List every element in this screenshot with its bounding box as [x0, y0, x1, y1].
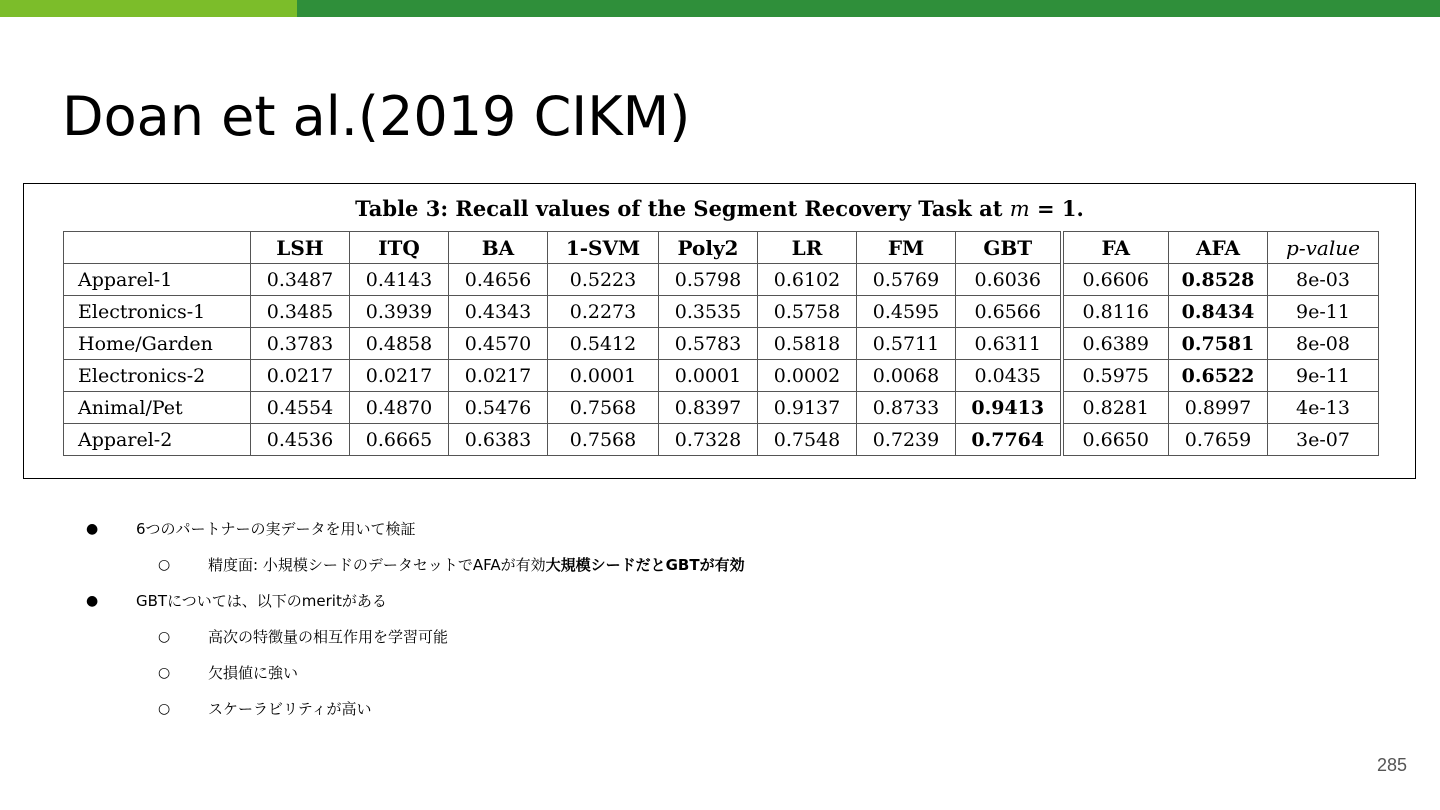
table-cell: 0.3535 [659, 296, 758, 328]
table-cell: 0.4858 [350, 328, 449, 360]
table-row [64, 392, 1379, 424]
table-cell: 0.5758 [758, 296, 857, 328]
table-cell: 0.0068 [857, 360, 956, 392]
table-cell: 0.9137 [758, 392, 857, 424]
bullet-text: スケーラビリティが高い [208, 700, 372, 718]
table-cell: 0.6665 [350, 424, 449, 456]
table-cell: 8e-03 [1268, 264, 1379, 296]
table-caption [24, 196, 1415, 221]
table-cell: 0.5711 [857, 328, 956, 360]
header-cell-poly2: Poly2 [659, 232, 758, 264]
table-cell: 0.6311 [956, 328, 1062, 360]
row-label: Electronics-1 [64, 296, 251, 328]
table-cell: 0.6383 [449, 424, 548, 456]
table-cell: 0.0217 [251, 360, 350, 392]
bullet-text-wrap [208, 620, 448, 654]
table-cell: 0.4570 [449, 328, 548, 360]
table-header-row [64, 232, 1379, 264]
table-cell: 3e-07 [1268, 424, 1379, 456]
table-cell: 9e-11 [1268, 360, 1379, 392]
table-cell: 0.5223 [548, 264, 659, 296]
bullet-text: GBTについては、以下のmeritがある [136, 592, 387, 610]
page-number: 285 [1376, 755, 1407, 775]
slide-title: Doan et al.(2019 CIKM) [62, 85, 691, 148]
table-cell: 0.7568 [548, 424, 659, 456]
table-cell: 0.7581 [1169, 328, 1268, 360]
table-cell: 0.6566 [956, 296, 1062, 328]
caption-prefix: Table 3: Recall values of the Segment Recovery Task at [355, 196, 1003, 221]
header-cell-lsh: LSH [251, 232, 350, 264]
header-cell-1svm: 1-SVM [548, 232, 659, 264]
hollow-bullet-icon: ○ [158, 557, 171, 573]
table-cell: 0.5412 [548, 328, 659, 360]
header-cell-itq: ITQ [350, 232, 449, 264]
table-row [64, 328, 1379, 360]
table-cell: 0.6650 [1062, 424, 1169, 456]
table-row [64, 264, 1379, 296]
filled-bullet-icon: ● [86, 521, 99, 537]
caption-variable: m [1009, 197, 1030, 221]
table-cell: 0.6389 [1062, 328, 1169, 360]
table-cell: 0.0001 [659, 360, 758, 392]
table-cell: 0.4870 [350, 392, 449, 424]
bullet-bold-text: 大規模シードだとGBTが有効 [545, 556, 745, 574]
table-row [64, 360, 1379, 392]
header-cell-ba: BA [449, 232, 548, 264]
table-cell: 0.5798 [659, 264, 758, 296]
table-cell: 0.4143 [350, 264, 449, 296]
table-cell: 0.8434 [1169, 296, 1268, 328]
table-cell: 0.5975 [1062, 360, 1169, 392]
top-accent-bar [0, 0, 1440, 17]
table-cell: 0.7548 [758, 424, 857, 456]
table-cell: 0.0002 [758, 360, 857, 392]
table-cell: 9e-11 [1268, 296, 1379, 328]
table-cell: 0.4536 [251, 424, 350, 456]
hollow-bullet-icon: ○ [158, 665, 171, 681]
table-cell: 0.0217 [449, 360, 548, 392]
table-cell: 0.4554 [251, 392, 350, 424]
table-cell: 0.5769 [857, 264, 956, 296]
table-figure [23, 183, 1416, 479]
table-cell: 0.2273 [548, 296, 659, 328]
table-cell: 0.7328 [659, 424, 758, 456]
bullet-text-wrap [136, 584, 387, 618]
accent-bar-light [0, 0, 297, 17]
table-cell: 8e-08 [1268, 328, 1379, 360]
recall-table [63, 231, 1379, 456]
table-cell: 0.6102 [758, 264, 857, 296]
table-cell: 0.3485 [251, 296, 350, 328]
row-label: Apparel-1 [64, 264, 251, 296]
bullet-text: 欠損値に強い [208, 664, 299, 682]
accent-bar-dark [297, 0, 1440, 17]
table-cell: 0.6036 [956, 264, 1062, 296]
table-cell: 0.8397 [659, 392, 758, 424]
header-cell-lr: LR [758, 232, 857, 264]
bullet-text: 6つのパートナーの実データを用いて検証 [136, 520, 416, 538]
table-cell: 0.7568 [548, 392, 659, 424]
table-row [64, 424, 1379, 456]
caption-suffix: = 1. [1036, 196, 1084, 221]
bullet-text-wrap [136, 512, 416, 546]
hollow-bullet-icon: ○ [158, 629, 171, 645]
filled-bullet-icon: ● [86, 593, 99, 609]
table-cell: 0.8281 [1062, 392, 1169, 424]
table-cell: 0.3783 [251, 328, 350, 360]
table-cell: 0.3487 [251, 264, 350, 296]
table-cell: 0.0435 [956, 360, 1062, 392]
table-cell: 0.4656 [449, 264, 548, 296]
table-cell: 0.6606 [1062, 264, 1169, 296]
table-row [64, 296, 1379, 328]
table-body [64, 264, 1379, 456]
header-cell-fm: FM [857, 232, 956, 264]
table-cell: 0.8733 [857, 392, 956, 424]
table-cell: 0.5818 [758, 328, 857, 360]
row-label: Electronics-2 [64, 360, 251, 392]
table-cell: 0.8528 [1169, 264, 1268, 296]
table-cell: 0.0001 [548, 360, 659, 392]
table-cell: 0.3939 [350, 296, 449, 328]
header-cell-pvalue: p-value [1268, 232, 1379, 264]
header-cell-afa: AFA [1169, 232, 1268, 264]
header-cell-gbt: GBT [956, 232, 1062, 264]
table-cell: 0.8997 [1169, 392, 1268, 424]
bullet-text-wrap [208, 656, 298, 690]
row-label: Home/Garden [64, 328, 251, 360]
table-cell: 0.6522 [1169, 360, 1268, 392]
table-cell: 0.0217 [350, 360, 449, 392]
row-label: Animal/Pet [64, 392, 251, 424]
bullet-text-wrap [208, 692, 372, 726]
table-cell: 0.4343 [449, 296, 548, 328]
bullet-text: 精度面: 小規模シードのデータセットでAFAが有効 [208, 556, 546, 574]
header-cell-fa: FA [1062, 232, 1169, 264]
header-cell-empty [64, 232, 251, 264]
table-cell: 0.7764 [956, 424, 1062, 456]
bullet-text: 高次の特徴量の相互作用を学習可能 [208, 628, 449, 646]
table-cell: 0.7239 [857, 424, 956, 456]
table-cell: 0.4595 [857, 296, 956, 328]
table-cell: 0.9413 [956, 392, 1062, 424]
table-cell: 0.8116 [1062, 296, 1169, 328]
table-cell: 0.5476 [449, 392, 548, 424]
hollow-bullet-icon: ○ [158, 701, 171, 717]
table-cell: 0.7659 [1169, 424, 1268, 456]
bullet-text-wrap [208, 548, 745, 582]
table-cell: 0.5783 [659, 328, 758, 360]
table-cell: 4e-13 [1268, 392, 1379, 424]
row-label: Apparel-2 [64, 424, 251, 456]
